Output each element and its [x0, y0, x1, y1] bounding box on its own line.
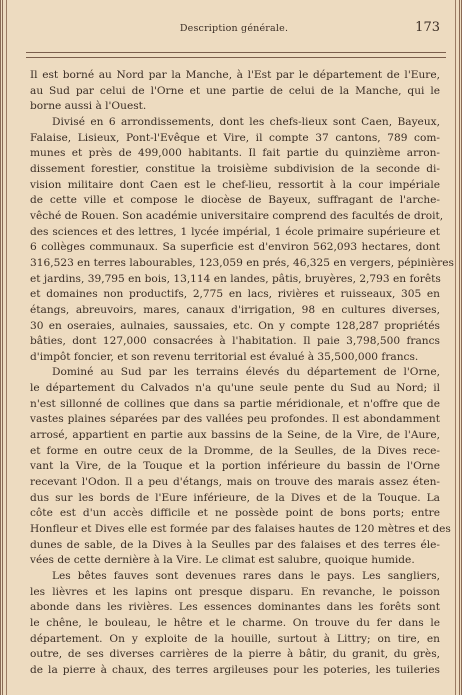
page-border-left: [6, 0, 7, 695]
text-line: Divisé en 6 arrondissements, dont les chefs-lieux sont Caen, Bayeux,: [52, 115, 440, 128]
text-line: n'est sillonné de collines que dans sa partie méridionale, et n'offre que de: [30, 397, 440, 410]
text-line: au Sud par celui de l'Orne et une partie de celui de la Manche, qui le: [30, 84, 440, 97]
text-line: et jardins, 39,795 en bois, 13,114 en landes, pâtis, bruyères, 2,793 en forêts: [30, 272, 441, 285]
text-line: bâties, dont 127,000 consacrées à l'habitation. Il paie 3,798,500 francs: [30, 335, 440, 348]
text-line: d'impôt foncier, et son revenu territorial est évalué à 35,500,000 francs.: [30, 350, 419, 363]
paragraph: [30, 365, 451, 569]
text-line: vées de cette dernière à la Vire. Le climat est salubre, quoique humide.: [30, 554, 415, 567]
text-line: Honfleur et Dives elle est formée par des falaises hautes de 120 mètres et des: [30, 523, 451, 536]
text-line: des sciences et des lettres, 1 lycée impérial, 1 école primaire supérieure et: [30, 225, 440, 238]
text-line: dunes de sable, de la Dives à la Seulles par des falaises et des terres éle-: [30, 538, 440, 551]
page-number: 173: [415, 20, 440, 35]
text-line: côte est d'un accès difficile et ne possède point de bons ports; entre: [30, 507, 440, 520]
page-border-right: [455, 0, 456, 695]
text-line: étangs, abreuvoirs, mares, canaux d'irrigation, 98 en cultures diverses,: [30, 303, 440, 316]
text-line: abonde dans les rivières. Les essences dominantes dans les forêts sont: [30, 601, 440, 614]
text-line: de la pierre à chaux, des terres argileuses pour les poteries, les tuileries: [30, 663, 440, 676]
text-line: de cette ville et compose le diocèse de Bayeux, suffragant de l'arche-: [30, 194, 440, 207]
text-line: les lièvres et les lapins ont presque disparu. En revanche, le poisson: [30, 585, 440, 598]
text-line: vision militaire dont Caen est le chef-lieu, ressortit à la cour impériale: [30, 178, 440, 191]
text-line: le département du Calvados n'a qu'une seule pente du Sud au Nord; il: [30, 382, 440, 395]
text-line: et forme en outre ceux de la Dromme, de la Seulles, de la Dives rece-: [30, 444, 440, 457]
text-line: dus sur les bords de l'Eure inférieure, de la Dives et de la Touque. La: [30, 491, 440, 504]
text-line: le chêne, le bouleau, le hêtre et le charme. On trouve du fer dans le: [30, 616, 440, 629]
header-rule: [26, 52, 446, 58]
body-text: [30, 68, 454, 679]
running-title: Description générale.: [179, 23, 289, 34]
text-line: arrosé, appartient en partie aux bassins de la Seine, de la Vire, de l'Aure,: [30, 429, 440, 442]
text-line: et domaines non productifs, 2,775 en lacs, rivières et ruisseaux, 305 en: [30, 288, 440, 301]
paragraph: [30, 68, 440, 115]
text-line: Les bêtes fauves sont devenues rares dans le pays. Les sangliers,: [52, 570, 440, 582]
text-line: munes et près de 499,000 habitants. Il fait partie du quinzième arron-: [30, 147, 440, 160]
paragraph: [30, 115, 454, 366]
text-line: 6 collèges communaux. Sa superficie est d'environ 562,093 hectares, dont: [30, 241, 440, 254]
text-line: vastes plaines séparées par des vallées peu profondes. Il est abondamment: [30, 413, 440, 426]
text-line: Il est borné au Nord par la Manche, à l'Est par le département de l'Eure,: [30, 69, 440, 81]
text-line: vant la Vire, de la Touque et la portion inférieure du bassin de l'Orne: [30, 460, 440, 473]
text-line: borne aussi à l'Ouest.: [30, 100, 147, 113]
text-line: 30 en oseraies, aulnaies, saussaies, etc. On y compte 128,287 propriétés: [30, 319, 440, 332]
page-header: [26, 20, 442, 40]
paragraph: [30, 569, 440, 679]
text-line: recevant l'Odon. Il a peu d'étangs, mais on trouve des marais assez éten-: [30, 476, 440, 489]
text-line: Falaise, Lisieux, Pont-l'Evêque et Vire, il compte 37 cantons, 789 com-: [30, 131, 440, 144]
text-line: outre, de ses diverses carrières de la pierre à bâtir, du granit, du grès,: [30, 648, 440, 661]
text-line: 316,523 en terres labourables, 123,059 en prés, 46,325 en vergers, pépinières: [30, 256, 454, 269]
text-line: dissement forestier, constitue la troisième subdivision de la seconde di-: [30, 162, 440, 175]
text-line: Dominé au Sud par les terrains élevés du département de l'Orne,: [52, 366, 440, 379]
text-line: vêché de Rouen. Son académie universitaire comprend des facultés de droit,: [30, 209, 444, 222]
text-line: département. On y exploite de la houille, surtout à Littry; on tire, en: [30, 632, 440, 645]
